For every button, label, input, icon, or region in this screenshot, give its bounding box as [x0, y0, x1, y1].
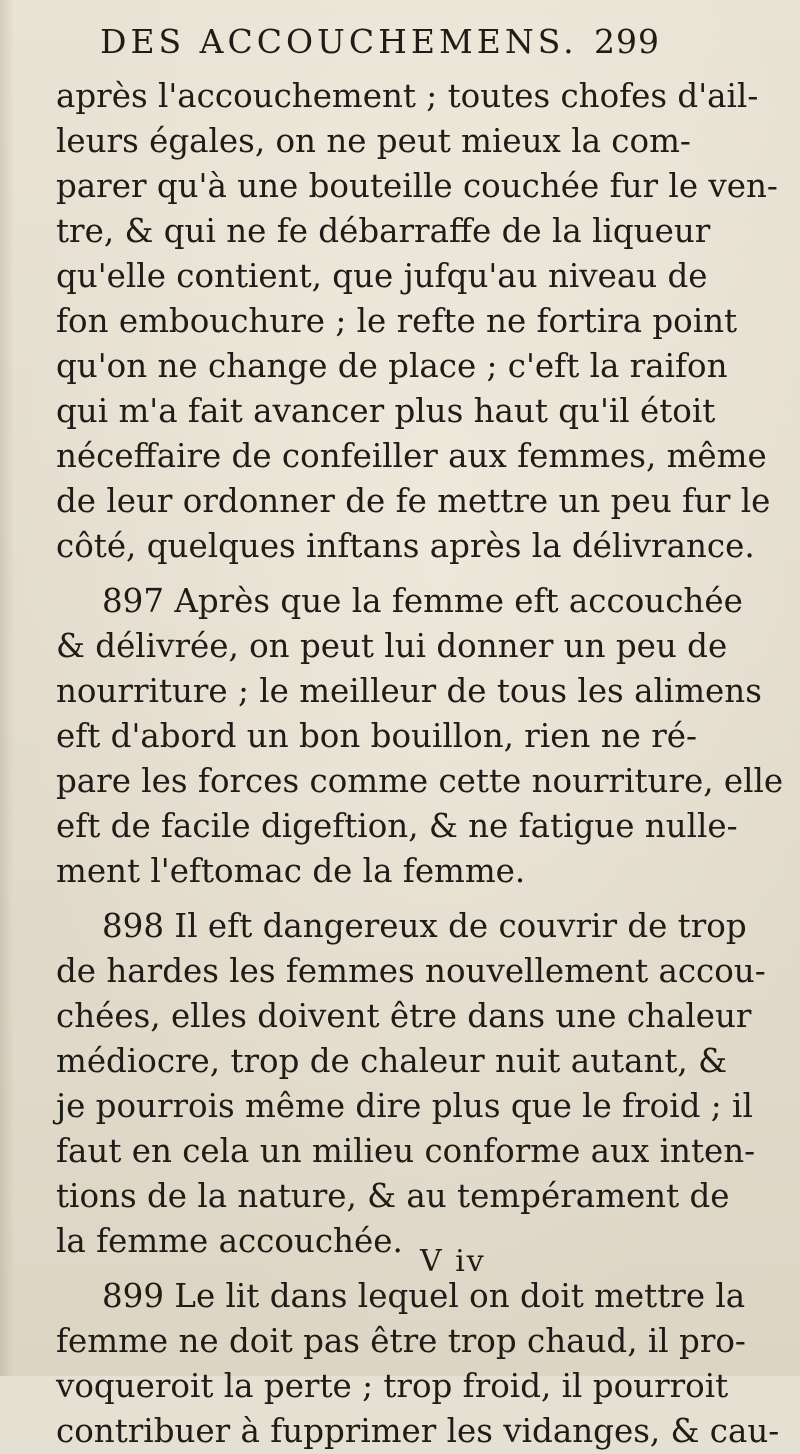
- text-line: côté, quelques inftans après la délivrance.: [56, 527, 755, 565]
- running-header: [100, 22, 660, 66]
- text-line: 897 Après que la femme eft accouchée: [102, 582, 743, 620]
- paragraph-897: [56, 579, 784, 894]
- running-title: DES ACCOUCHEMENS.: [100, 22, 578, 61]
- paragraph-continuation: [56, 74, 778, 569]
- text-line: qu'elle contient, que jufqu'au niveau de: [56, 257, 708, 295]
- text-line: voqueroit la perte ; trop froid, il pourroit: [56, 1367, 729, 1405]
- text-line: parer qu'à une bouteille couchée fur le ven-: [56, 167, 778, 205]
- text-line: leurs égales, on ne peut mieux la com-: [56, 122, 691, 160]
- text-line: 898 Il eft dangereux de couvrir de trop: [102, 907, 747, 945]
- text-line: je pourrois même dire plus que le froid ; il: [56, 1087, 753, 1125]
- text-line: néceffaire de confeiller aux femmes, même: [56, 437, 767, 475]
- text-line: chées, elles doivent être dans une chaleur: [56, 997, 752, 1035]
- paragraph-898: [56, 904, 766, 1264]
- text-line: qu'on ne change de place ; c'eft la raifon: [56, 347, 728, 385]
- text-line: & délivrée, on peut lui donner un peu de: [56, 627, 728, 665]
- text-line: 899 Le lit dans lequel on doit mettre la: [102, 1277, 746, 1315]
- text-line: pare les forces comme cette nourriture, elle: [56, 762, 784, 800]
- text-line: tions de la nature, & au tempérament de: [56, 1177, 730, 1215]
- text-line: nourriture ; le meilleur de tous les alimens: [56, 672, 762, 710]
- text-line: de hardes les femmes nouvellement accou-: [56, 952, 766, 990]
- text-line: ment l'eftomac de la femme.: [56, 852, 526, 890]
- text-line: de leur ordonner de fe mettre un peu fur le: [56, 482, 771, 520]
- text-line: eft d'abord un bon bouillon, rien ne ré-: [56, 717, 697, 755]
- text-line: qui m'a fait avancer plus haut qu'il étoit: [56, 392, 716, 430]
- text-line: fon embouchure ; le refte ne fortira point: [56, 302, 738, 340]
- text-line: faut en cela un milieu conforme aux inten-: [56, 1132, 756, 1170]
- text-line: femme ne doit pas être trop chaud, il pro-: [56, 1322, 746, 1360]
- page-number: 299: [594, 22, 660, 61]
- text-line: contribuer à fupprimer les vidanges, & cau-: [56, 1412, 780, 1450]
- paragraph-899: [56, 1274, 780, 1454]
- text-line: la femme accouchée.: [56, 1222, 403, 1260]
- text-line: eft de facile digeftion, & ne fatigue nulle-: [56, 807, 738, 845]
- text-line: médiocre, trop de chaleur nuit autant, &: [56, 1042, 728, 1080]
- body-text: [56, 74, 784, 1454]
- text-line: tre, & qui ne fe débarraffe de la liqueur: [56, 212, 711, 250]
- signature-mark: V iv: [420, 1244, 486, 1279]
- text-line: après l'accouchement ; toutes chofes d'ail-: [56, 77, 759, 115]
- page-gutter-shadow: [0, 0, 14, 1376]
